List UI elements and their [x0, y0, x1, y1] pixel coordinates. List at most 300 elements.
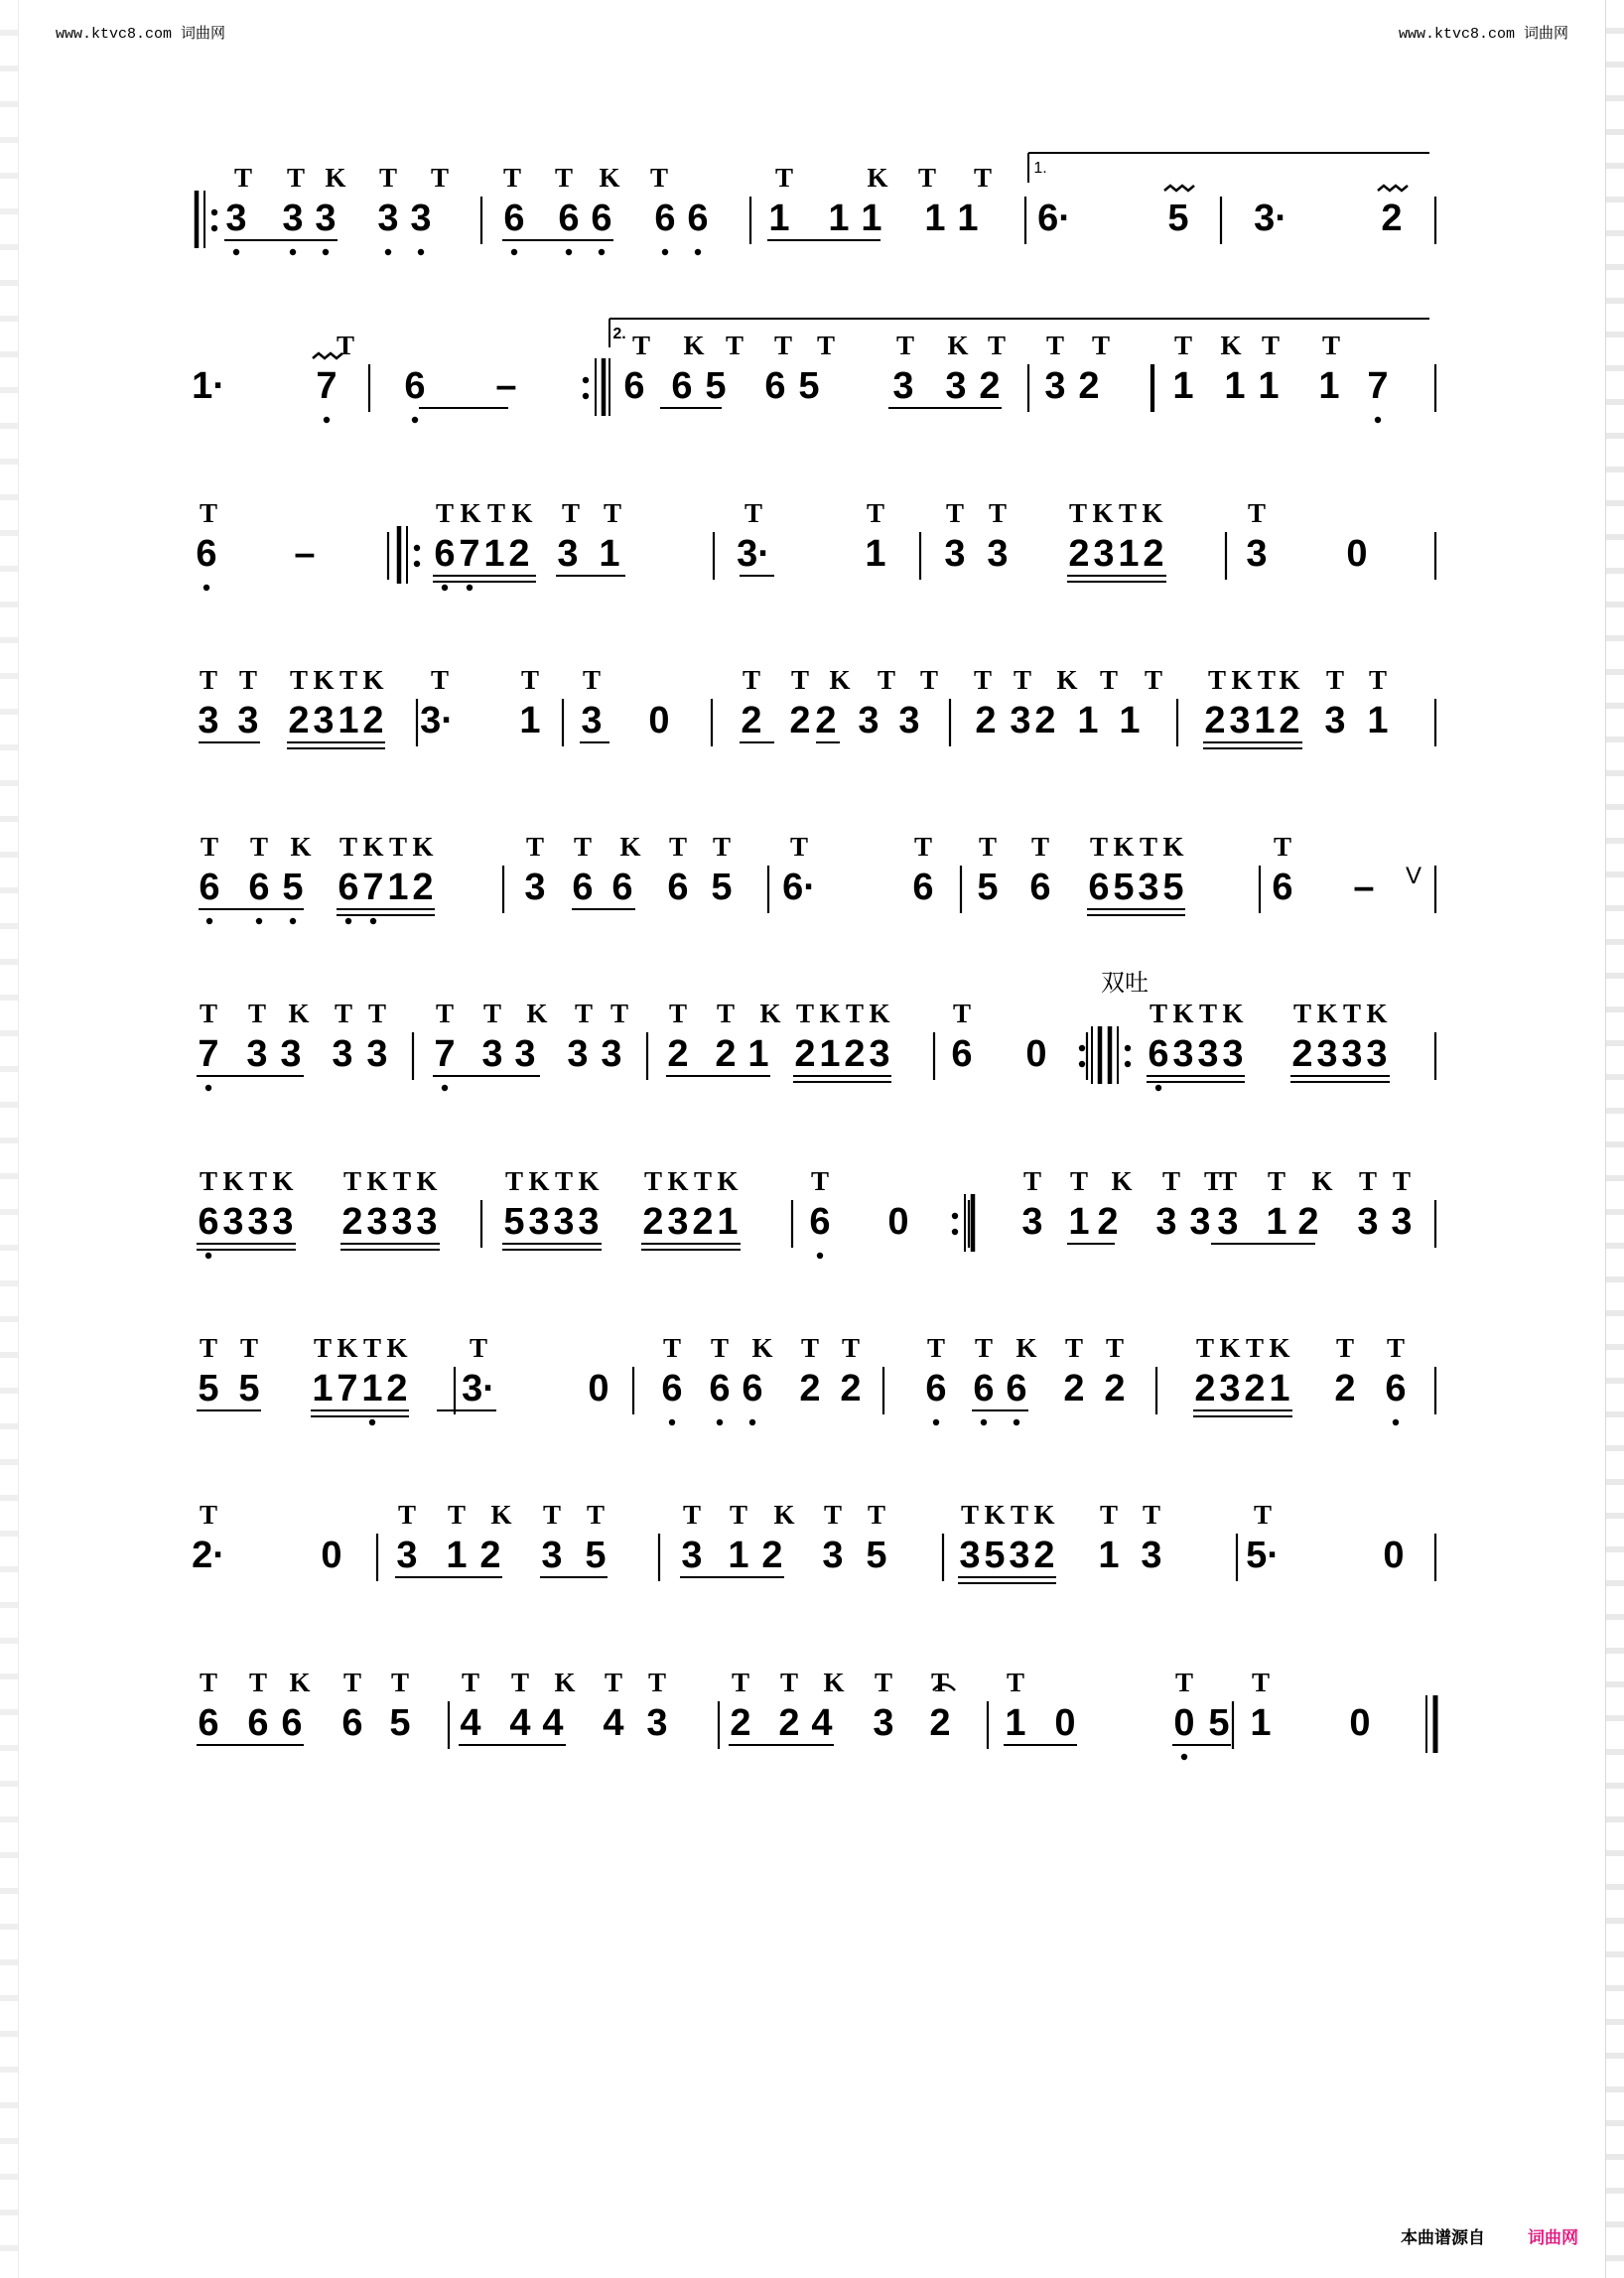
note: 3 — [646, 1702, 668, 1744]
note: 2 — [840, 1368, 862, 1409]
tongue-mark: T — [249, 832, 269, 862]
tongue-mark: T — [974, 1333, 994, 1363]
note: 0 — [1173, 1702, 1195, 1744]
note: 3 — [1009, 1535, 1030, 1576]
note: 3 — [366, 1201, 388, 1243]
note: 4 — [509, 1702, 531, 1744]
tongue-mark: T — [1253, 1500, 1273, 1530]
note: 5 — [705, 365, 727, 407]
note: 6 — [1385, 1368, 1407, 1409]
tongue-mark: T — [773, 331, 793, 360]
repeat-end-sign-dot — [1079, 1061, 1085, 1067]
tongue-mark: T — [790, 665, 810, 695]
tongue-mark: T — [286, 163, 306, 193]
note: 3 — [1138, 867, 1159, 908]
tongue-mark: T — [199, 1166, 218, 1196]
tongue-mark: T — [1247, 498, 1267, 528]
note: 2 — [1034, 700, 1056, 741]
note: 6 — [1029, 867, 1051, 908]
note: 5 — [711, 867, 733, 908]
note: 7 — [434, 1033, 456, 1075]
octave-dot-low — [203, 585, 209, 591]
tongue-mark: T — [631, 331, 651, 360]
note: 4 — [603, 1702, 624, 1744]
tongue-mark: T — [1069, 1166, 1089, 1196]
octave-dot-low — [412, 417, 418, 423]
note: 2 — [1381, 198, 1403, 239]
octave-dot-low — [442, 585, 448, 591]
note: 2 — [667, 1033, 689, 1075]
tongue-mark: T — [1386, 1333, 1406, 1363]
tongue-mark: K — [511, 498, 533, 528]
tongue-mark: K — [619, 832, 641, 862]
tongue-mark: T — [774, 163, 794, 193]
tongue-mark: T — [582, 665, 602, 695]
note: 6 — [503, 198, 525, 239]
octave-dot-low — [467, 585, 473, 591]
note: 1 — [1098, 1535, 1120, 1576]
octave-dot-low — [1393, 1419, 1399, 1425]
tongue-mark: K — [554, 1668, 576, 1697]
octave-dot-low — [324, 417, 330, 423]
note: 3 — [1141, 1535, 1162, 1576]
tongue-mark: T — [731, 1668, 750, 1697]
note: 6 — [742, 1368, 763, 1409]
note: – — [1353, 867, 1375, 908]
tongue-mark: K — [1162, 832, 1184, 862]
tongue-mark: T — [682, 1500, 702, 1530]
tongue-mark: K — [578, 1166, 600, 1196]
tongue-mark: T — [1089, 832, 1109, 862]
tongue-mark: K — [1033, 1500, 1055, 1530]
tongue-mark: T — [917, 163, 937, 193]
octave-dot-low — [599, 249, 605, 255]
tongue-mark: T — [913, 832, 933, 862]
note: 3 — [1219, 1368, 1241, 1409]
tongue-mark: T — [248, 1668, 268, 1697]
note: 3 — [869, 1033, 890, 1075]
note: 1 — [1254, 700, 1276, 741]
tongue-mark: K — [313, 665, 335, 695]
tongue-mark: T — [716, 999, 736, 1028]
tongue-mark: T — [1149, 999, 1168, 1028]
note: 2 — [789, 700, 811, 741]
note: 1 — [599, 533, 620, 575]
octave-dot-low — [442, 1085, 448, 1091]
repeat-start-sign-dot — [1125, 1061, 1131, 1067]
tongue-mark: K — [1142, 498, 1163, 528]
note: – — [495, 365, 517, 407]
note: 6 — [558, 198, 580, 239]
octave-dot-low — [1181, 1754, 1187, 1760]
tongue-mark: T — [789, 832, 809, 862]
note: 4 — [460, 1702, 481, 1744]
note: 6 — [248, 867, 270, 908]
tongue-mark: K — [386, 1333, 408, 1363]
tongue-mark: T — [742, 665, 761, 695]
tongue-mark: T — [367, 999, 387, 1028]
tongue-mark: K — [366, 1166, 388, 1196]
tongue-mark: K — [1231, 665, 1253, 695]
tongue-mark: T — [1030, 832, 1050, 862]
tongue-mark: T — [430, 163, 450, 193]
note: 6 — [667, 867, 689, 908]
note: 3 — [481, 1033, 503, 1075]
note: 6 — [591, 198, 612, 239]
note: 2 — [1033, 1535, 1055, 1576]
tongue-mark: T — [239, 1333, 259, 1363]
note: 6 — [281, 1702, 303, 1744]
tongue-mark: T — [1045, 331, 1065, 360]
note: 6· — [1037, 198, 1071, 239]
tongue-mark: T — [988, 498, 1008, 528]
tongue-mark: T — [378, 163, 398, 193]
note: 2 — [288, 700, 310, 741]
footer-site-link[interactable]: 词曲网 — [1528, 2228, 1578, 2247]
note: 2· — [192, 1535, 225, 1576]
octave-dot-low — [1014, 1419, 1019, 1425]
note: 6 — [572, 867, 594, 908]
tongue-mark: T — [867, 1500, 886, 1530]
note: 1 — [865, 533, 886, 575]
note: 5 — [866, 1535, 887, 1576]
octave-dot-low — [290, 918, 296, 924]
tongue-mark: T — [247, 999, 267, 1028]
note: 6 — [1148, 1033, 1169, 1075]
tongue-mark: T — [1099, 665, 1119, 695]
tongue-mark: T — [289, 665, 309, 695]
note: 0 — [588, 1368, 609, 1409]
note: 6 — [1088, 867, 1110, 908]
tongue-mark: T — [930, 1668, 950, 1697]
octave-dot-low — [933, 1419, 939, 1425]
tongue-mark: K — [272, 1166, 294, 1196]
tongue-mark: T — [952, 999, 972, 1028]
note: 1 — [483, 533, 505, 575]
note: 1 — [957, 198, 979, 239]
note: 5 — [282, 867, 304, 908]
tongue-mark: T — [1139, 832, 1158, 862]
tongue-mark: K — [819, 999, 841, 1028]
tongue-mark: T — [729, 1500, 748, 1530]
tongue-mark: T — [430, 665, 450, 695]
header-left-site[interactable]: www.ktvc8.com 词曲网 — [56, 26, 226, 43]
tongue-mark: T — [960, 1500, 980, 1530]
tongue-mark: T — [823, 1500, 843, 1530]
note: 3 — [1044, 365, 1066, 407]
note: 3 — [1341, 1033, 1363, 1075]
note: 2 — [1194, 1368, 1216, 1409]
octave-dot-low — [418, 249, 424, 255]
note: 5 — [503, 1201, 525, 1243]
tongue-mark: T — [810, 1166, 830, 1196]
note: 3· — [420, 700, 454, 741]
note: 3 — [945, 365, 967, 407]
note: 1 — [1118, 533, 1140, 575]
octave-dot-low — [1155, 1085, 1161, 1091]
tongue-mark: T — [397, 1500, 417, 1530]
note: 3· — [1254, 198, 1287, 239]
note: 3 — [1197, 1033, 1219, 1075]
octave-dot-low — [717, 1419, 723, 1425]
tongue-mark: K — [416, 1166, 438, 1196]
repeat-end-sign-dot — [583, 377, 589, 383]
tongue-mark: K — [526, 999, 548, 1028]
tongue-mark: T — [668, 832, 688, 862]
note: 1 — [768, 198, 790, 239]
note: 3 — [198, 700, 219, 741]
note: 5 — [389, 1702, 411, 1744]
note: 4 — [811, 1702, 833, 1744]
tongue-mark: T — [435, 498, 455, 528]
note: 2 — [1078, 365, 1100, 407]
octave-dot-low — [205, 1085, 211, 1091]
note: 0 — [321, 1535, 342, 1576]
note: 1 — [1005, 1702, 1026, 1744]
tongue-mark: T — [1203, 1166, 1223, 1196]
tongue-mark: T — [945, 498, 965, 528]
note: 2 — [692, 1201, 714, 1243]
tongue-mark: T — [816, 331, 836, 360]
mordent-mark — [1378, 186, 1408, 191]
octave-dot-low — [817, 1253, 823, 1259]
note: 3· — [737, 533, 770, 575]
note: 1 — [519, 700, 541, 741]
note: 4 — [542, 1702, 564, 1744]
tongue-mark: T — [336, 331, 355, 360]
tongue-mark: K — [528, 1166, 550, 1196]
note: 2 — [929, 1702, 951, 1744]
note: 2 — [1204, 700, 1226, 741]
note: 3 — [524, 867, 546, 908]
note: 2 — [844, 1033, 866, 1075]
note: 3 — [987, 533, 1009, 575]
note: 3 — [1357, 1201, 1379, 1243]
tongue-mark: T — [795, 999, 815, 1028]
mordent-mark — [1164, 186, 1194, 191]
note: 2 — [761, 1535, 783, 1576]
note: 6 — [687, 198, 709, 239]
tongue-mark: K — [1092, 498, 1114, 528]
note: 1 — [828, 198, 850, 239]
note: 0 — [1346, 533, 1368, 575]
tongue-mark: K — [1220, 331, 1242, 360]
note: 6 — [1006, 1368, 1027, 1409]
octave-dot-low — [695, 249, 701, 255]
footer-source-label: 本曲谱源自 — [1401, 2228, 1485, 2247]
tongue-mark: T — [973, 163, 993, 193]
tongue-mark: T — [574, 999, 594, 1028]
tongue-mark: T — [199, 665, 218, 695]
note: 3 — [1391, 1201, 1413, 1243]
tongue-mark: T — [1091, 331, 1111, 360]
tongue-mark: T — [643, 1166, 663, 1196]
octave-dot-low — [205, 1253, 211, 1259]
note: 2 — [341, 1201, 363, 1243]
note: 3 — [282, 198, 304, 239]
note: 6 — [247, 1702, 269, 1744]
tongue-mark: T — [199, 1500, 218, 1530]
tongue-mark: K — [1311, 1166, 1333, 1196]
tongue-mark: T — [199, 1668, 218, 1697]
note: 3 — [313, 700, 335, 741]
tongue-mark: K — [290, 832, 312, 862]
note: 2 — [730, 1702, 751, 1744]
note: 2 — [799, 1368, 821, 1409]
repeat-start-sign-dot — [1125, 1045, 1131, 1051]
note: 6 — [198, 1702, 219, 1744]
tongue-mark: T — [469, 1333, 488, 1363]
octave-dot-low — [566, 249, 572, 255]
tongue-mark: T — [342, 1668, 362, 1697]
note: 2 — [1334, 1368, 1356, 1409]
repeat-end-sign-dot — [1079, 1045, 1085, 1051]
octave-dot-low — [370, 918, 376, 924]
note: 3 — [1366, 1033, 1388, 1075]
tongue-mark: T — [1261, 331, 1281, 360]
note: 0 — [1054, 1702, 1076, 1744]
note: 6 — [764, 365, 786, 407]
note: 6 — [623, 365, 645, 407]
note: 2 — [1104, 1368, 1126, 1409]
note: 3 — [1222, 1033, 1244, 1075]
note: 6 — [809, 1201, 831, 1243]
note: 0 — [648, 700, 670, 741]
tongue-mark: T — [973, 665, 993, 695]
tongue-mark: T — [510, 1668, 530, 1697]
repeat-start-sign-dot — [211, 209, 217, 215]
note: 1 — [717, 1201, 739, 1243]
note: 5 — [798, 365, 820, 407]
repeat-end-sign-dot — [952, 1229, 958, 1235]
tongue-mark: T — [1195, 1333, 1215, 1363]
note: 5 — [1208, 1702, 1230, 1744]
tongue-mark: T — [895, 331, 915, 360]
note: 3 — [280, 1033, 302, 1075]
note: 2 — [412, 867, 434, 908]
tongue-mark: T — [926, 1333, 946, 1363]
note: 5 — [238, 1368, 260, 1409]
tongue-mark: K — [289, 1668, 311, 1697]
tongue-mark: K — [1219, 1333, 1241, 1363]
note: 0 — [1025, 1033, 1047, 1075]
note: 3 — [553, 1201, 575, 1243]
note: 6· — [782, 867, 816, 908]
note: 3 — [681, 1535, 703, 1576]
note: 1 — [747, 1033, 769, 1075]
tongue-mark: T — [461, 1668, 480, 1697]
tongue-mark: T — [779, 1668, 799, 1697]
note: 6 — [198, 1201, 219, 1243]
note: 6 — [338, 867, 359, 908]
tongue-mark: K — [1279, 665, 1300, 695]
tongue-mark: T — [199, 999, 218, 1028]
octave-dot-low — [749, 1419, 755, 1425]
tongue-mark: T — [248, 1166, 268, 1196]
note: 2 — [386, 1368, 408, 1409]
tongue-mark: T — [647, 1668, 667, 1697]
tongue-mark: K — [667, 1166, 689, 1196]
tongue-mark: T — [520, 665, 540, 695]
tongue-mark: T — [390, 1668, 410, 1697]
tongue-mark: K — [1269, 1333, 1290, 1363]
tongue-mark: T — [603, 498, 622, 528]
octave-dot-low — [369, 1419, 375, 1425]
tongue-mark: K — [412, 832, 434, 862]
note: 2 — [794, 1033, 816, 1075]
header-right-site[interactable]: www.ktvc8.com 词曲网 — [1398, 26, 1568, 43]
tongue-mark: T — [486, 498, 506, 528]
tongue-mark: T — [1006, 1668, 1025, 1697]
tongue-mark: T — [1105, 1333, 1125, 1363]
note: 3 — [410, 198, 432, 239]
tongue-mark: K — [751, 1333, 773, 1363]
tongue-mark: K — [222, 1166, 244, 1196]
tongue-mark: T — [388, 832, 408, 862]
note: 2 — [479, 1535, 501, 1576]
octave-dot-low — [323, 249, 329, 255]
tongue-mark: T — [744, 498, 763, 528]
tongue-mark: T — [693, 1166, 713, 1196]
tongue-mark: T — [845, 999, 865, 1028]
note: 6 — [925, 1368, 947, 1409]
note: 1 — [819, 1033, 841, 1075]
tongue-mark: T — [1251, 1668, 1271, 1697]
tongue-mark: T — [1198, 999, 1218, 1028]
note: 1 — [1318, 365, 1340, 407]
note: 3 — [377, 198, 399, 239]
tongue-mark: T — [554, 1166, 574, 1196]
tongue-mark: K — [1111, 1166, 1133, 1196]
tongue-mark: T — [800, 1333, 820, 1363]
note: 2 — [1143, 533, 1164, 575]
tongue-mark: T — [1142, 1500, 1161, 1530]
repeat-end-sign-dot — [583, 393, 589, 399]
note: 5 — [1167, 198, 1189, 239]
tongue-mark: T — [662, 1333, 682, 1363]
note: 2 — [815, 700, 837, 741]
tongue-mark: T — [334, 999, 353, 1028]
tongue-mark: T — [362, 1333, 382, 1363]
tongue-mark: T — [200, 832, 219, 862]
tongue-mark: K — [490, 1500, 512, 1530]
tongue-mark: T — [525, 832, 545, 862]
note: 1 — [1269, 1368, 1290, 1409]
note: 3 — [332, 1033, 353, 1075]
note: 3 — [601, 1033, 622, 1075]
tongue-mark: K — [773, 1500, 795, 1530]
note: 3 — [944, 533, 966, 575]
note: 6 — [671, 365, 693, 407]
tongue-mark: T — [313, 1333, 333, 1363]
tongue-mark: K — [325, 163, 346, 193]
double-tongue-annotation: 双吐 — [1101, 970, 1149, 997]
note: 5 — [198, 1368, 219, 1409]
octave-dot-low — [345, 918, 351, 924]
note: 2 — [1291, 1033, 1313, 1075]
octave-dot-low — [511, 249, 517, 255]
tongue-mark: K — [1015, 1333, 1037, 1363]
tongue-mark: T — [1257, 665, 1277, 695]
tongue-mark: K — [867, 163, 888, 193]
note: 0 — [1349, 1702, 1371, 1744]
tongue-mark: T — [1325, 665, 1345, 695]
note: 3 — [1316, 1033, 1338, 1075]
note: 2 — [1068, 533, 1090, 575]
tongue-mark: T — [1292, 999, 1312, 1028]
volta-second-label: 2. — [612, 326, 626, 342]
tongue-mark: K — [362, 832, 384, 862]
